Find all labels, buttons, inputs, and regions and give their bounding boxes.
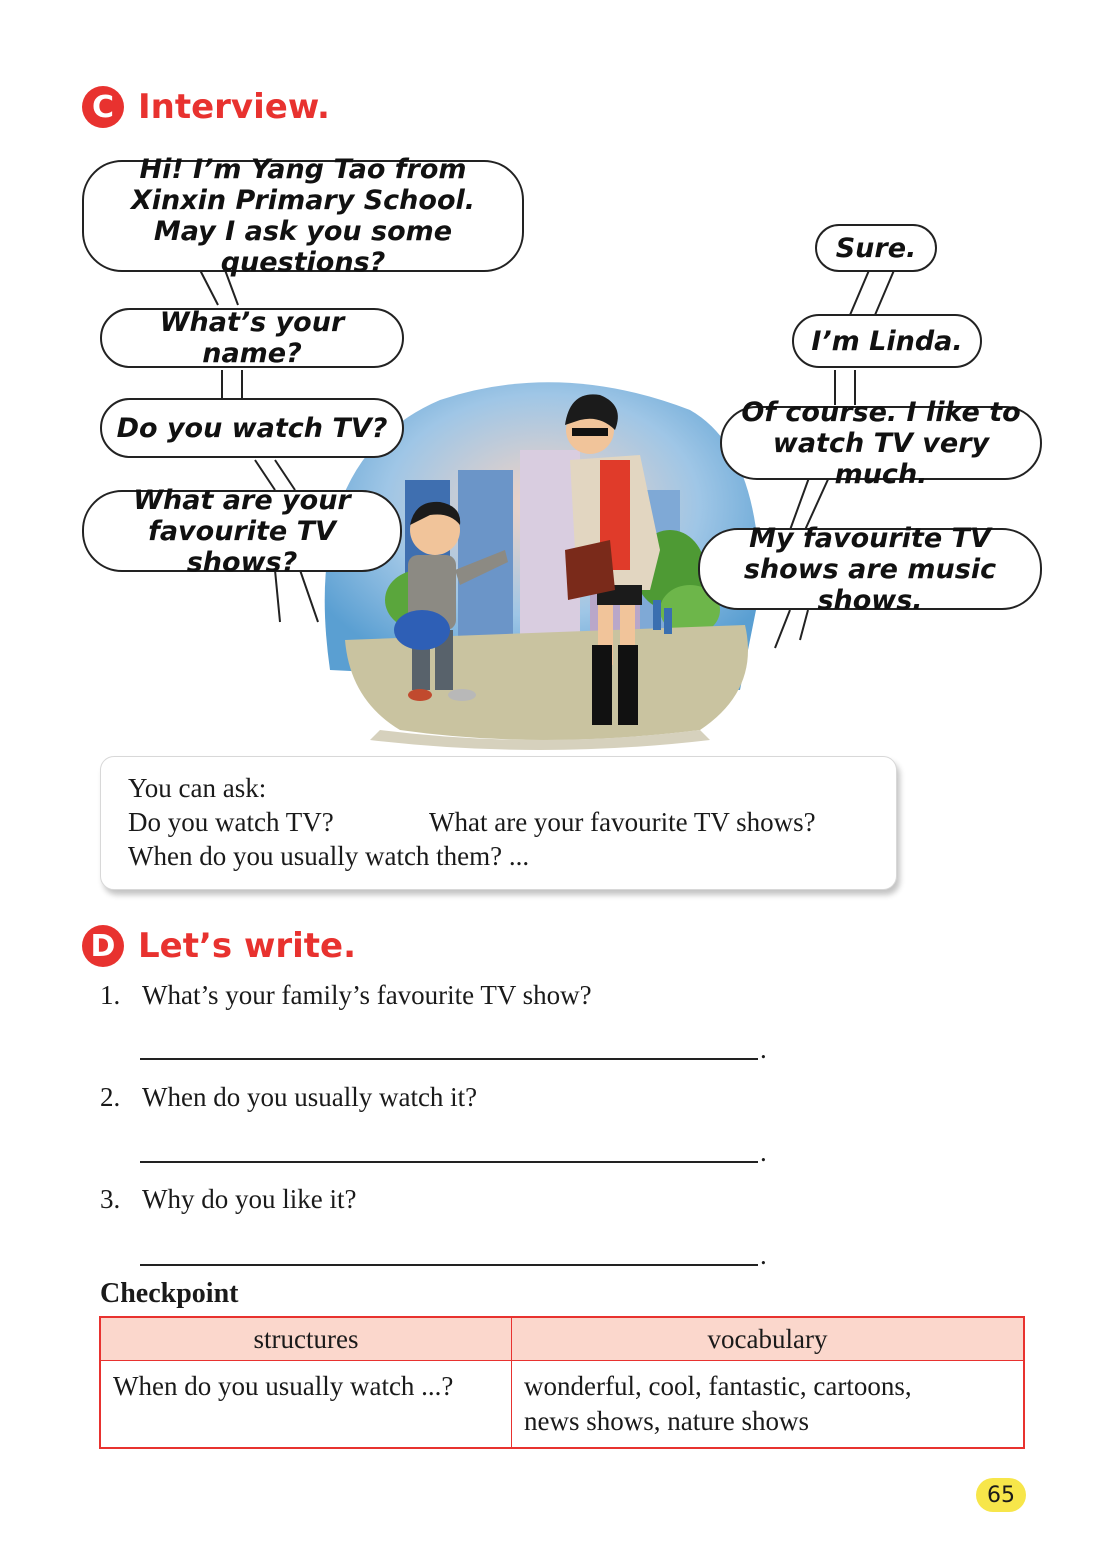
speech-bubble-woman-name: I’m Linda. [792,314,982,368]
checkpoint-title: Checkpoint [100,1278,239,1309]
table-row [100,1361,1024,1449]
section-d-badge: D [82,925,124,967]
speech-bubble-woman-like-tv: Of course. I like to watch TV very much. [720,406,1042,480]
section-c-header [82,86,330,128]
speech-bubble-woman-sure: Sure. [815,224,937,272]
page-number-badge: 65 [976,1478,1026,1512]
vocabulary-line-2: news shows, nature shows [524,1406,809,1436]
answer-line-period: . [760,1034,767,1064]
tips-heading: You can ask: [128,773,267,803]
question-text: When do you usually watch it? [142,1082,478,1112]
answer-line-2[interactable] [140,1161,758,1163]
table-header-row [100,1317,1024,1361]
cell-structures [100,1361,512,1449]
speech-bubble-woman-favourite-shows: My favourite TV shows are music shows. [698,528,1042,610]
section-c-title: Interview. [138,87,330,127]
section-d-title: Let’s write. [138,926,357,966]
section-d-header [82,925,356,967]
write-question-3 [100,1184,356,1215]
interview-illustration [0,130,1100,750]
speech-bubble-boy-watch-tv-question: Do you watch TV? [100,398,404,458]
tip-question-3: When do you usually watch them? ... [128,841,530,871]
question-number: 1. [100,980,121,1010]
tip-question-2: What are your favourite TV shows? [429,807,816,837]
vocabulary-line-1: wonderful, cool, fantastic, cartoons, [524,1371,912,1401]
answer-line-3[interactable] [140,1264,758,1266]
write-question-2 [100,1082,477,1113]
speech-bubble-boy-favourite-question: What are your favourite TV shows? [82,490,402,572]
answer-line-period: . [760,1240,767,1270]
question-number: 2. [100,1082,121,1112]
tip-question-1: Do you watch TV? [128,807,334,837]
section-c-badge: C [82,86,124,128]
question-number: 3. [100,1184,121,1214]
speech-bubble-boy-name-question: What’s your name? [100,308,404,368]
speech-bubble-boy-greeting: Hi! I’m Yang Tao from Xinxin Primary School. May I ask you some questions? [82,160,524,272]
write-question-1 [100,980,592,1011]
answer-line-period: . [760,1137,767,1167]
cell-vocabulary [512,1361,1025,1449]
structure-text: When do you usually watch ...? [113,1371,454,1401]
header-structures: structures [100,1317,512,1361]
header-vocabulary: vocabulary [512,1317,1025,1361]
question-tips-box [100,756,897,890]
question-text: Why do you like it? [142,1184,357,1214]
answer-line-1[interactable] [140,1058,758,1060]
checkpoint-table [99,1316,1025,1449]
question-text: What’s your family’s favourite TV show? [142,980,592,1010]
